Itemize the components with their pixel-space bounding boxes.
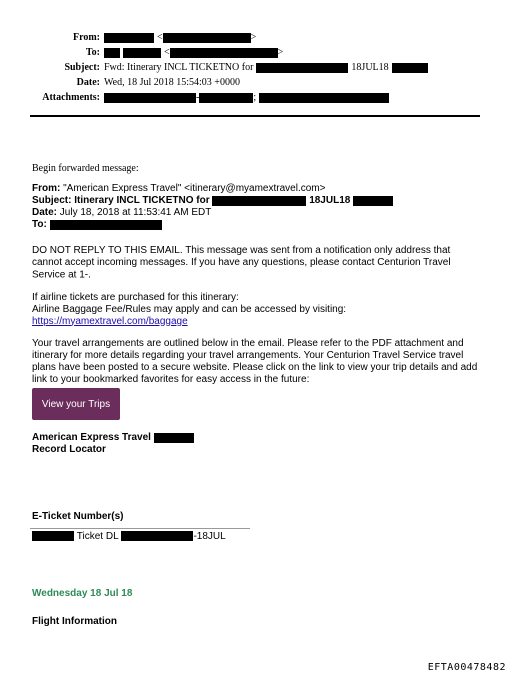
- header-from-bracket-left: <: [157, 32, 163, 43]
- message-date-row: [32, 207, 482, 219]
- redaction: [392, 63, 428, 73]
- baggage-link[interactable]: https://myamextravel.com/baggage: [32, 315, 188, 327]
- baggage-line-1: If airline tickets are purchased for this itinerary:: [32, 291, 239, 303]
- forward-header: [0, 30, 512, 105]
- notice-paragraph: [32, 245, 482, 282]
- baggage-paragraph: [32, 292, 482, 328]
- redaction: [121, 531, 193, 541]
- eticket-row: [32, 530, 226, 542]
- header-to-label: To:: [85, 47, 100, 58]
- message-subject-suffix: 18JUL18: [309, 195, 351, 206]
- forwarded-message-label: Begin forwarded message:: [32, 163, 139, 174]
- document-id: EFTA00478482: [427, 662, 506, 673]
- header-attachments-label: Attachments:: [42, 92, 100, 103]
- redaction: [199, 93, 253, 103]
- message-subject-row: [32, 195, 482, 207]
- header-to-value: [104, 45, 283, 60]
- header-subject-value: [104, 60, 428, 75]
- message-subject-label: Subject:: [32, 195, 72, 206]
- redaction: [163, 33, 251, 43]
- header-from-label: From:: [72, 32, 100, 43]
- header-divider: [30, 115, 480, 117]
- redaction: [212, 196, 306, 206]
- attachments-sep-semicolon: ;: [253, 92, 257, 103]
- forwarded-message: [32, 183, 482, 386]
- header-to-bracket-left: <: [164, 47, 170, 58]
- record-locator: [32, 432, 194, 456]
- header-subject-suffix: 18JUL18: [351, 62, 389, 73]
- redaction: [170, 48, 278, 58]
- view-your-trips-button[interactable]: View your Trips: [32, 388, 120, 420]
- header-subject-label: Subject:: [64, 62, 100, 73]
- locator-company: American Express Travel: [32, 432, 151, 443]
- redaction: [32, 531, 74, 541]
- arrangements-paragraph: Your travel arrangements are outlined below in the email. Please refer to the PDF attachment and itinerary for more details regarding your travel arrangements. Your Centurion Travel Service travel plans have been posted to a secure website. Please click on the link to view your trip details and add link to your bookmarked favorites for easy access in the future:: [32, 337, 478, 385]
- message-subject-prefix: Itinerary INCL TICKETNO for: [74, 195, 210, 206]
- header-from-row: [0, 30, 512, 45]
- ticket-suffix: -18JUL: [193, 530, 226, 542]
- header-to-row: [0, 45, 512, 60]
- message-from-label: From:: [32, 183, 61, 194]
- redaction: [353, 196, 393, 206]
- header-subject-prefix: Fwd: Itinerary INCL TICKETNO for: [104, 62, 254, 73]
- header-attachments-row: [0, 90, 512, 105]
- redaction: [154, 433, 194, 443]
- flight-information-heading: Flight Information: [32, 616, 117, 627]
- redaction: [104, 48, 120, 58]
- ticket-prefix: Ticket DL: [76, 530, 119, 542]
- message-date-label: Date:: [32, 207, 58, 218]
- message-date-value: July 18, 2018 at 11:53:41 AM EDT: [59, 207, 212, 218]
- notice-text-end: .: [88, 269, 91, 281]
- header-date-label: Date:: [76, 77, 100, 88]
- redaction: [256, 63, 348, 73]
- attachments-sep-dash: -: [196, 92, 200, 103]
- message-from-row: [32, 183, 482, 195]
- redaction: [104, 93, 196, 103]
- eticket-heading: E-Ticket Number(s): [32, 511, 124, 522]
- message-to-row: [32, 219, 482, 231]
- header-date-value: Wed, 18 Jul 2018 15:54:03 +0000: [104, 77, 240, 88]
- header-from-bracket-right: >: [250, 32, 257, 43]
- header-to-bracket-right: >: [277, 47, 284, 58]
- redaction: [123, 48, 161, 58]
- message-from-value: "American Express Travel" <itinerary@myamextravel.com>: [63, 183, 326, 194]
- header-date-row: [0, 75, 512, 90]
- redaction: [50, 220, 162, 230]
- locator-line-1: [32, 432, 194, 444]
- message-to-label: To:: [32, 219, 47, 230]
- eticket-divider: [30, 528, 250, 529]
- redaction: [104, 33, 154, 43]
- header-attachments-value: [104, 90, 389, 105]
- locator-label: Record Locator: [32, 444, 106, 455]
- header-subject-row: [0, 60, 512, 75]
- itinerary-date: Wednesday 18 Jul 18: [32, 588, 133, 599]
- notice-text: DO NOT REPLY TO THIS EMAIL. This message was sent from a notification only address that cannot accept incoming messages. If you have any questions, please contact Centurion Travel Service at 1-: [32, 245, 451, 281]
- header-from-value: [104, 30, 256, 45]
- baggage-line-2: Airline Baggage Fee/Rules may apply and can be accessed by visiting:: [32, 303, 347, 315]
- redaction: [259, 93, 389, 103]
